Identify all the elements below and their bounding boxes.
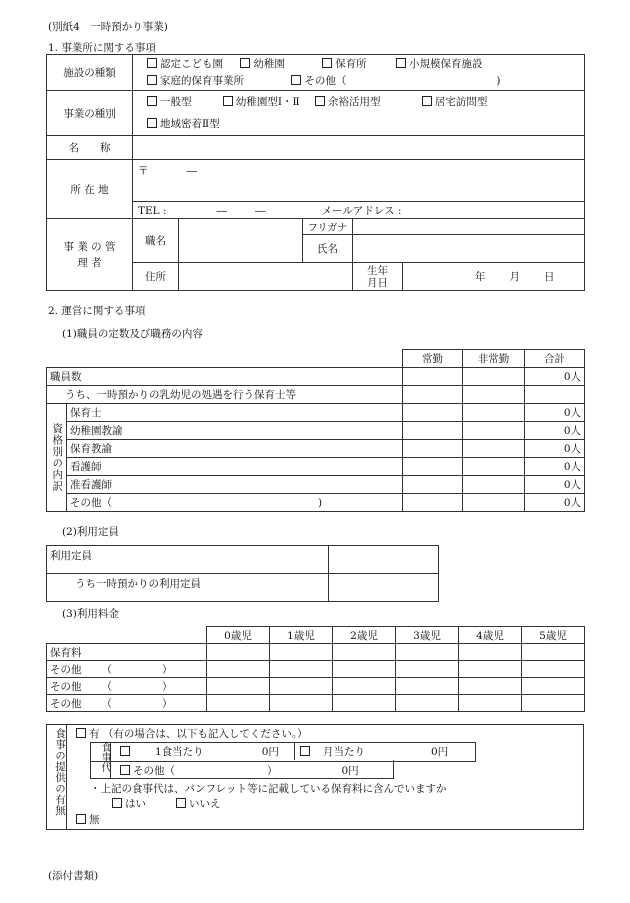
meal-per-divider [294,742,295,760]
option-kindergarten[interactable]: 幼稚園 [240,58,285,70]
meal-included-question: ・上記の食事代は、パンフレット等に記載している保育料に含んでいますか [90,783,447,795]
qual-parttime[interactable] [463,458,525,476]
meal-label-divider [66,724,67,830]
meal-other-option[interactable]: その他（ ） 0円 [120,763,359,778]
business-type-label: 事業の種別 [47,91,133,136]
age-header: 3歳児 [396,627,459,644]
capacity-field[interactable] [329,546,439,574]
residence-label: 住所 [133,263,179,291]
fee-cell[interactable] [522,678,585,695]
checkbox-icon[interactable] [147,75,157,85]
checkbox-icon[interactable] [422,96,432,106]
qual-row-label-other: その他（ ) [67,494,403,512]
fee-cell[interactable] [333,695,396,712]
fees-table [46,626,585,712]
qual-parttime[interactable] [463,440,525,458]
section2-heading: 2. 運営に関する事項 [48,305,146,317]
age-header: 1歳児 [270,627,333,644]
option-nursery[interactable]: 保育所 [322,58,367,70]
checkbox-icon[interactable] [291,75,301,85]
qual-fulltime[interactable] [403,440,463,458]
fee-cell[interactable] [459,644,522,661]
per-month-option[interactable]: 月当たり 0円 [300,744,448,759]
fee-cell[interactable] [207,644,270,661]
fee-cell[interactable] [522,644,585,661]
name-label: 名 称 [47,136,133,160]
staff-heading: (1)職員の定数及び職務の内容 [62,328,203,340]
fee-cell[interactable] [207,661,270,678]
checkbox-icon[interactable] [120,746,130,756]
capacity-heading: (2)利用定員 [62,526,119,538]
qual-total: 0人 [525,404,585,422]
qual-fulltime[interactable] [403,404,463,422]
qualification-label: 資格別の内訳 [47,404,67,512]
other-fee-row-label: その他 （ ） [47,695,207,712]
fee-cell[interactable] [396,695,459,712]
fee-cell[interactable] [396,678,459,695]
temp-capacity-field[interactable] [329,574,439,602]
age-header: 2歳児 [333,627,396,644]
fees-heading: (3)利用料金 [62,608,119,620]
qual-parttime[interactable] [463,404,525,422]
meal-label: 食事の提供の有無 [54,728,66,816]
capacity-table [46,545,439,602]
address-field[interactable]: 〒 ― [133,160,585,202]
included-no-option[interactable]: いいえ [176,796,221,811]
checkbox-icon[interactable] [147,96,157,106]
checkbox-icon[interactable] [76,814,86,824]
fee-cell[interactable] [270,661,333,678]
qual-total: 0人 [525,422,585,440]
temp-capacity-label: うち一時預かりの利用定員 [47,574,329,602]
fee-cell[interactable] [459,678,522,695]
manager-label: 事 業 の 管 理 者 [47,219,133,291]
age-header: 5歳児 [522,627,585,644]
facility-type-options: 認定こども園 幼稚園 保育所 小規模保育施設 家庭的保育事業所 その他（ ) [133,55,585,91]
position-label: 職名 [133,219,179,263]
facility-type-label: 施設の種類 [47,55,133,91]
email-label: メールアドレス : [321,204,402,217]
other-fee-row-label: その他 （ ） [47,661,207,678]
fullname-label: 氏名 [303,235,353,263]
qual-parttime[interactable] [463,494,525,512]
option-home-nursery[interactable]: 家庭的保育事業所 [147,75,244,87]
checkbox-icon[interactable] [315,96,325,106]
staff-count-label: 職員数 [47,368,403,386]
facility-info-table [46,54,585,291]
meal-no-option[interactable]: 無 [76,812,100,827]
qual-fulltime[interactable] [403,494,463,512]
qual-row-label: 看護師 [67,458,403,476]
among-label: うち、一時預かりの乳幼児の処遇を行う保育士等 [47,386,403,404]
checkbox-icon[interactable] [223,96,233,106]
name-field[interactable] [133,136,585,160]
option-surplus[interactable]: 余裕活用型 [315,96,381,108]
fee-cell[interactable] [207,695,270,712]
col-total: 合計 [525,350,585,368]
meal-cost-divider [110,742,111,779]
qual-row-label: 幼稚園教諭 [67,422,403,440]
residence-field[interactable] [179,263,353,291]
per-meal-option[interactable]: 1食当たり 0円 [120,744,279,759]
col-fulltime: 常勤 [403,350,463,368]
checkbox-icon[interactable] [176,798,186,808]
staff-count-total: 0人 [525,368,585,386]
qual-fulltime[interactable] [403,458,463,476]
fee-cell[interactable] [396,661,459,678]
fee-cell[interactable] [270,695,333,712]
checkbox-icon[interactable] [300,746,310,756]
qual-parttime[interactable] [463,476,525,494]
fullname-field[interactable] [353,235,585,263]
staff-table [46,349,585,512]
postal-mark: 〒 [138,165,149,177]
tel-label: TEL : [138,204,167,217]
among-parttime[interactable] [463,386,525,404]
birth-label: 生年 月日 [353,263,403,291]
checkbox-icon[interactable] [120,765,130,775]
checkbox-icon[interactable] [396,58,406,68]
qual-fulltime[interactable] [403,476,463,494]
checkbox-icon[interactable] [147,58,157,68]
meal-cost-label: 食事代 [99,742,110,772]
checkbox-icon[interactable] [112,798,122,808]
option-general[interactable]: 一般型 [147,96,192,108]
business-type-options [133,91,585,136]
fee-cell[interactable] [333,644,396,661]
furigana-field[interactable] [353,219,585,235]
qual-total: 0人 [525,494,585,512]
fee-cell[interactable] [459,661,522,678]
other-fee-row-label: その他 （ ） [47,678,207,695]
fee-cell[interactable] [207,678,270,695]
fee-cell[interactable] [459,695,522,712]
fee-cell[interactable] [270,644,333,661]
option-small-nursery[interactable]: 小規模保育施設 [396,58,483,70]
option-nintei[interactable]: 認定こども園 [147,58,223,70]
qual-row-label: 准看護師 [67,476,403,494]
checkbox-icon[interactable] [76,728,86,738]
birth-field[interactable]: 年 月 日 [403,263,585,291]
staff-count-parttime[interactable] [463,368,525,386]
option-home-visit[interactable]: 居宅訪問型 [422,96,488,108]
attachments-label: (添付書類) [48,870,99,882]
capacity-label: 利用定員 [47,546,329,574]
checkbox-icon[interactable] [240,58,250,68]
checkbox-icon[interactable] [322,58,332,68]
age-header: 0歳児 [207,627,270,644]
meal-yes-option[interactable]: 有 （有の場合は、以下も記入してください。） [76,726,308,741]
option-regional[interactable]: 地域密着Ⅱ型 [147,118,220,130]
among-fulltime[interactable] [403,386,463,404]
qual-row-label: 保育教諭 [67,440,403,458]
col-parttime: 非常勤 [463,350,525,368]
position-field[interactable] [179,219,303,263]
qual-total: 0人 [525,458,585,476]
age-header: 4歳児 [459,627,522,644]
fee-cell[interactable] [333,661,396,678]
option-kindergarten-type[interactable]: 幼稚園型Ⅰ・Ⅱ [223,96,300,108]
fee-cell[interactable] [270,678,333,695]
fee-cell[interactable] [396,644,459,661]
fee-cell[interactable] [522,661,585,678]
option-other[interactable]: その他（ [291,75,346,87]
qual-parttime[interactable] [463,422,525,440]
fee-cell[interactable] [333,678,396,695]
furigana-label: フリガナ [303,219,353,235]
among-total[interactable] [525,386,585,404]
checkbox-icon[interactable] [147,118,157,128]
staff-count-fulltime[interactable] [403,368,463,386]
fee-row-label: 保育料 [47,644,207,661]
tel-email-field[interactable]: TEL : ― ― メールアドレス : [133,202,585,219]
qual-total: 0人 [525,440,585,458]
section1-heading: 1. 事業所に関する事項 [48,42,156,54]
qual-fulltime[interactable] [403,422,463,440]
document-title: (別紙4 一時預かり事業) [48,21,168,33]
address-label: 所 在 地 [47,160,133,219]
included-yes-option[interactable]: はい [112,796,146,811]
qual-row-label: 保育士 [67,404,403,422]
fee-cell[interactable] [522,695,585,712]
qual-total: 0人 [525,476,585,494]
